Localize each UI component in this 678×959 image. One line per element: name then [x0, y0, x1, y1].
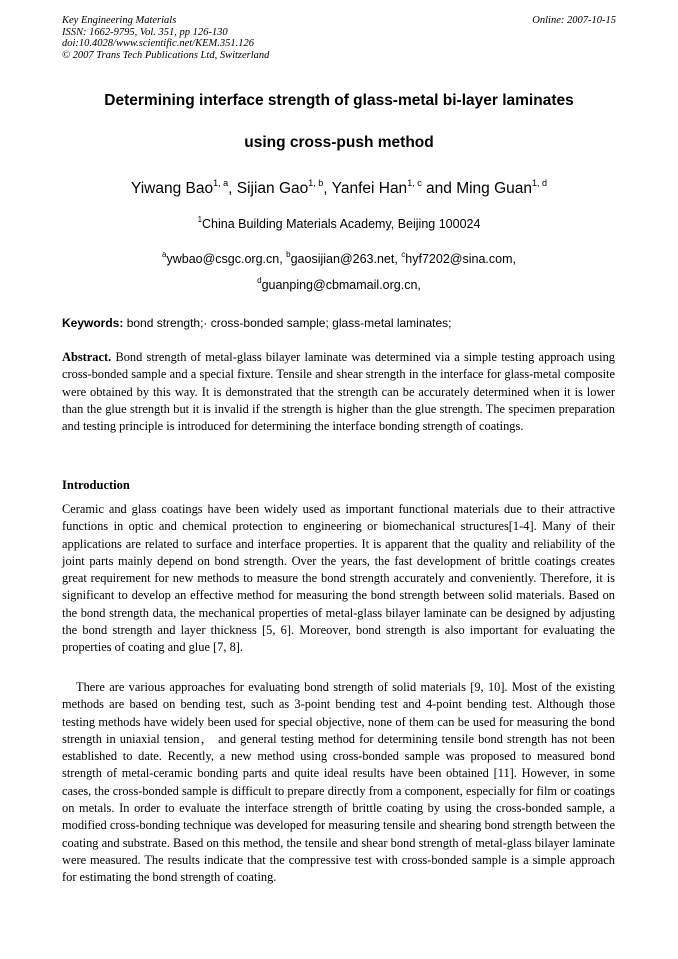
abstract: [62, 349, 615, 435]
author-name: Sijian Gao: [236, 180, 309, 197]
author-name: Yiwang Bao: [130, 180, 214, 197]
keywords-text: bond strength;· cross-bonded sample; glass-metal laminates;: [123, 316, 452, 330]
doi-line: doi:10.4028/www.scientific.net/KEM.351.126: [62, 38, 254, 49]
email-address: guanping@cbmamail.org.cn,: [261, 278, 421, 292]
author-affiliation-mark: 1, d: [532, 178, 548, 188]
author-name: Ming Guan: [456, 180, 533, 197]
abstract-label: Abstract.: [62, 350, 112, 364]
email-address: hyf7202@sina.com,: [405, 252, 516, 266]
affiliation-mark: 1: [197, 215, 203, 224]
journal-header: [62, 15, 616, 61]
email-address: ywbao@csgc.org.cn,: [166, 252, 287, 266]
author-separator: and: [421, 180, 457, 197]
introduction-paragraph-1: Ceramic and glass coatings have been widely used as important functional materials due to their attractive functions in optic and chemical protection to engineering or biomechanical structures[1-4]. Many of their applications are related to surface and interface properties. It is apparent that the quality and reliability of the joint parts mainly depend on bond strength. Over the years, the fast development of brittle coatings creates great requirement for new methods to measure the bond strength accurately and conveniently. Therefore, it is significant to develop an effective method for measuring the bond strength between solid materials. Based on the bond strength data, the mechanical properties of metal-glass bilayer laminate can be designed by adjusting the bond strength and layer thickness [5, 6]. Moreover, bond strength is also important for evaluating the properties of coating and glue [7, 8].: [62, 502, 615, 655]
affiliation: [0, 215, 678, 231]
copyright-line: © 2007 Trans Tech Publications Ltd, Switzerland: [62, 49, 270, 61]
section-heading-introduction: Introduction: [62, 478, 130, 492]
author-affiliation-mark: 1, c: [407, 178, 422, 188]
abstract-text: Bond strength of metal-glass bilayer laminate was determined via a simple testing approach using cross-bonded sample and a special fixture. Tensile and shear strength in the interface for glass-metal composite were obtained by this way. It is demonstrated that the strength can be accurately determined when it is lower than the glue strength but it is invalid if the strength is higher than the glue strength. The specimen preparation and testing principle is introduced for determining the interface bonding strength of coatings.: [62, 350, 615, 434]
author-separator: ,: [228, 180, 237, 197]
email-line: [0, 250, 678, 266]
paper-title-line1: Determining interface strength of glass-metal bi-layer laminates: [104, 92, 574, 109]
email-address: gaosijian@263.net,: [290, 252, 402, 266]
affiliation-text: China Building Materials Academy, Beijing 100024: [202, 217, 481, 231]
author-affiliation-mark: 1, b: [308, 178, 324, 188]
email-mark: c: [401, 250, 406, 259]
journal-name: Key Engineering Materials: [62, 15, 177, 26]
email-mark: b: [286, 250, 291, 259]
email-mark: a: [162, 250, 167, 259]
issn-line: ISSN: 1662-9795, Vol. 351, pp 126-130: [62, 26, 228, 38]
author-affiliation-mark: 1, a: [213, 178, 229, 188]
online-date: Online: 2007-10-15: [532, 15, 616, 26]
author-list: [0, 178, 678, 198]
author-name: Yanfei Han: [331, 180, 408, 197]
author-separator: ,: [323, 180, 332, 197]
keywords: [62, 316, 616, 330]
paper-title-line2: using cross-push method: [244, 134, 434, 151]
email-line: [0, 276, 678, 292]
keywords-label: Keywords:: [62, 316, 124, 330]
introduction-paragraph-2: There are various approaches for evaluating bond strength of solid materials [9, 10]. Most of the existing methods are based on bending test, such as 3-point bending test and 4-point bending test. Although those testing methods have widely been used for special objective, none of them can be used for measuring the bond strength in uniaxial tension， and general testing method for determining tensile bond strength has not been established to date. Recently, a new method using cross-bonded sample was proposed to measured bond strength of metal-ceramic bonding parts and quite ideal results have been obtained [11]. However, in some cases, the cross-bonded sample is difficult to prepare directly from a component, especially for film or coatings on metals. In order to evaluate the interface strength of brittle coating by using the cross-bonded sample, a modified cross-bonding technique was developed for measuring tensile and shearing bond strength between the coating and substrate. Based on this method, the tensile and shear bond strength of metal-glass bilayer laminate were measured. The results indicate that the compressive test with cross-bonded sample is a simple approach for estimating the bond strength of coating.: [62, 680, 615, 885]
email-mark: d: [257, 276, 262, 285]
